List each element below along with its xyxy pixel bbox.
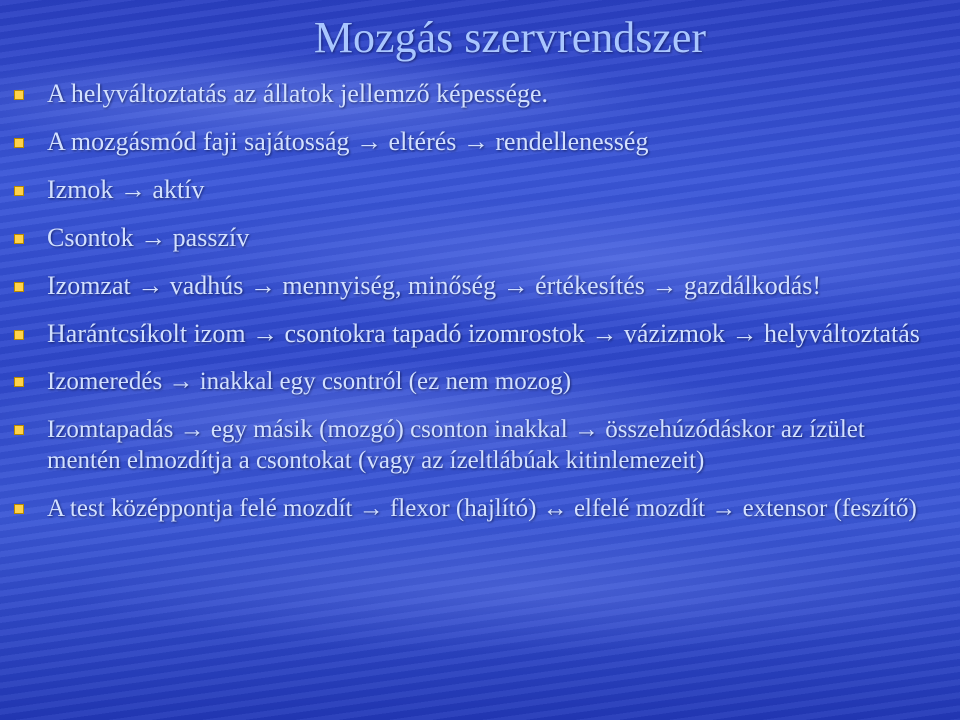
bullet-text: Izomeredés → inakkal egy csontról (ez nem mozog) [47,368,572,395]
square-bullet-icon [14,425,24,435]
bullet-text: Izomtapadás → egy másik (mozgó) csonton inakkal → összehúzódáskor az ízület mentén elmozdítja a csontokat (vagy az ízeltlábúak kitinlemezeit) [47,416,865,474]
bullet-item [14,318,944,350]
bullet-item [14,126,944,158]
bullet-item [14,78,944,110]
square-bullet-icon [14,504,24,514]
square-bullet-icon [14,90,24,100]
square-bullet-icon [14,377,24,387]
bullet-text: A helyváltoztatás az állatok jellemző képessége. [47,79,549,108]
square-bullet-icon [14,330,24,340]
square-bullet-icon [14,186,24,196]
bullet-item [14,366,944,397]
bullet-text: A test középpontja felé mozdít → flexor (hajlító) ↔ elfelé mozdít → extensor (feszítő) [47,495,917,522]
square-bullet-icon [14,282,24,292]
bullet-text: Izmok → aktív [47,175,205,204]
bullet-item [14,493,944,524]
bullet-item [14,270,944,302]
bullet-item [14,222,944,254]
bullet-text: Harántcsíkolt izom → csontokra tapadó izomrostok → vázizmok → helyváltoztatás [47,319,920,348]
bullet-item [14,174,944,206]
square-bullet-icon [14,138,24,148]
bullet-text: Csontok → passzív [47,223,250,252]
bullet-item [14,414,944,476]
square-bullet-icon [14,234,24,244]
bullet-list [14,78,944,524]
slide-title: Mozgás szervrendszer [313,13,707,62]
bullet-text: Izomzat → vadhús → mennyiség, minőség → értékesítés → gazdálkodás! [47,271,822,300]
bullet-text: A mozgásmód faji sajátosság → eltérés → rendellenesség [47,127,649,156]
